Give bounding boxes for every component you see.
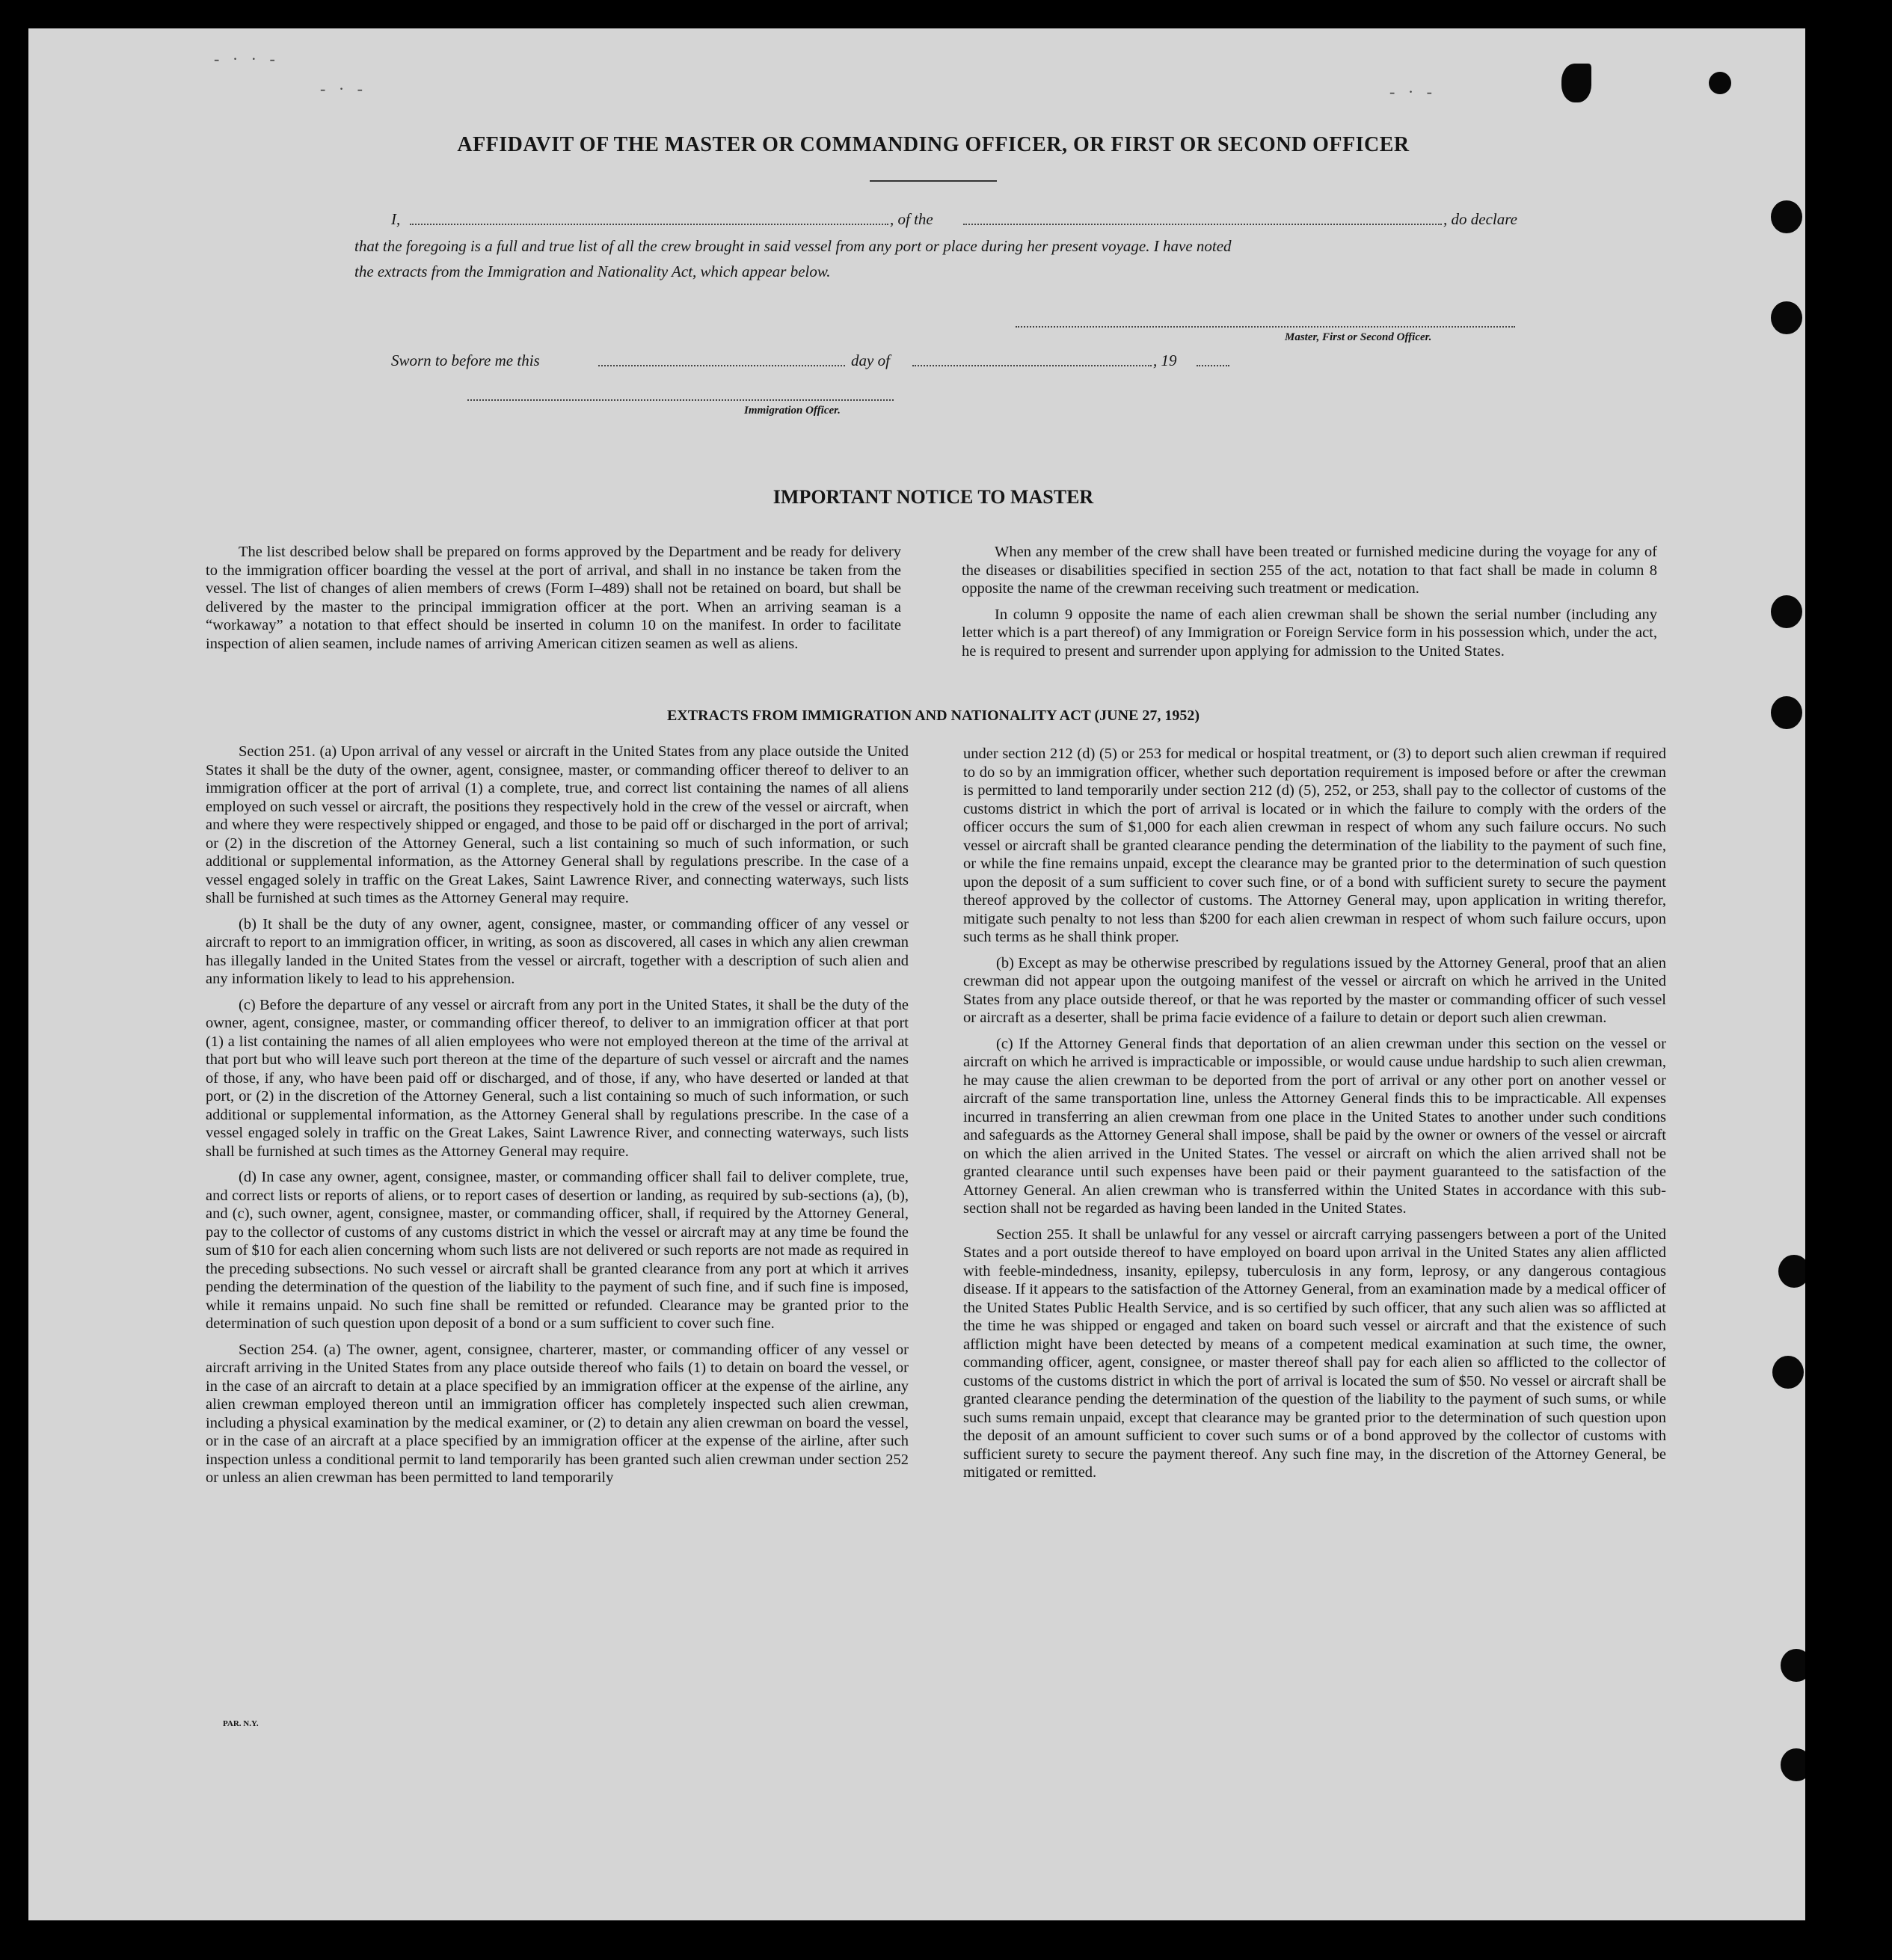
notice-right-column	[962, 543, 1657, 668]
notice-right-paragraph-1: When any member of the crew shall have been treated or furnished medicine during the voyage for any of the diseases or disabilities specified in section 255 of the act, notation to that fact shall be made in column 8 opposite the name of the crewman receiving such treatment or medication.	[962, 544, 1657, 597]
affidavit-declare-label: , do declare	[1443, 210, 1517, 228]
print-specks: - · -	[320, 79, 367, 98]
binder-hole	[1778, 1255, 1805, 1288]
affidavit-i-label: I,	[391, 210, 401, 228]
section-254-b: (b) Except as may be otherwise prescribed by regulations issued by the Attorney General, proof that an alien crewman did not appear upon the outgoing manifest of the vessel or aircraft on which he arrived in the United States from any place outside thereof, or that he was reported by the master or commanding officer of such vessel or aircraft as a deserter, shall be prima facie evidence of a failure to detain or deport such alien crewman.	[963, 954, 1666, 1026]
sworn-label: Sworn to before me this	[391, 351, 540, 369]
affidavit-line-2: that the foregoing is a full and true list of all the crew brought in said vessel from any port or place during her present voyage. I have noted	[354, 237, 1232, 255]
sworn-day-field-line[interactable]	[598, 365, 845, 366]
notice-left-column	[206, 543, 901, 660]
notice-right-paragraph-2: In column 9 opposite the name of each alien crewman shall be shown the serial number (including any letter which is a part thereof) of any Immigration or Foreign Service form in his possession which, under the act, he is required to present and surrender upon applying for admission to the United States.	[962, 606, 1657, 660]
print-specks: - · -	[1389, 82, 1437, 101]
section-254-a: Section 254. (a) The owner, agent, consignee, charterer, master, or commanding officer of any vessel or aircraft arriving in the United States from any place outside thereof who fails (1) to detain on board the vessel, or in the case of an aircraft to detain at a place specified by an immigration officer at the expense of the airline, any alien crewman employed thereon until an immigration officer has completely inspected such alien crewman, including a physical examination by the medical examiner, or (2) to detain any alien crewman on board the vessel, or in the case of an aircraft at a place specified by an immigration officer at the expense of the airline, after such inspection unless a conditional permit to land temporarily has been granted such alien crewman under section 252 or unless an alien crewman has been permitted to land temporarily	[206, 1341, 909, 1486]
printer-mark: PAR. N.Y.	[223, 1719, 259, 1728]
extracts-left-column	[206, 743, 909, 1495]
master-signature-line[interactable]	[1016, 326, 1515, 328]
section-251-b: (b) It shall be the duty of any owner, agent, consignee, master, or commanding officer of any vessel or aircraft to report to an immigration officer, in writing, as soon as discovered, all cases in which any alien crewman has illegally landed in the United States from the vessel or aircraft, together with a description of such alien and any information likely to lead to his apprehension.	[206, 915, 909, 987]
vessel-field-line[interactable]	[963, 224, 1442, 225]
binder-hole	[1771, 200, 1802, 233]
notice-title: IMPORTANT NOTICE TO MASTER	[773, 486, 1094, 508]
officer-signature-line[interactable]	[467, 399, 894, 401]
binder-hole	[1771, 301, 1802, 334]
section-251-d: (d) In case any owner, agent, consignee, master, or commanding officer shall fail to deliver complete, true, and correct lists or reports of aliens, or to report cases of desertion or landing, as required by sub-sections (a), (b), and (c), such owner, agent, consignee, master, or commanding officer, shall, if required by the Attorney General, pay to the collector of customs of any customs district in which the vessel or aircraft may at any time be found the sum of $10 for each alien concerning whom such lists are not delivered or such reports are not made as required in the preceding subsections. No such vessel or aircraft shall be granted clearance from any port at which it arrives pending the determination of the question of the liability to the payment of such fine, and if such fine is imposed, while it remains unpaid. No such fine shall be remitted or refunded. Clearance may be granted prior to the determination of such question upon deposit of a bond or a sum sufficient to cover such fine.	[206, 1169, 909, 1332]
affidavit-line-3: the extracts from the Immigration and Nationality Act, which appear below.	[354, 262, 831, 280]
binder-hole	[1781, 1748, 1805, 1781]
name-field-line[interactable]	[410, 224, 888, 225]
extracts-title: EXTRACTS FROM IMMIGRATION AND NATIONALITY ACT (JUNE 27, 1952)	[666, 707, 1200, 724]
affidavit-title: AFFIDAVIT OF THE MASTER OR COMMANDING OFFICER, OR FIRST OR SECOND OFFICER	[457, 133, 1410, 156]
binder-hole	[1709, 72, 1731, 94]
binder-hole	[1772, 1356, 1804, 1389]
extracts-right-column	[963, 745, 1666, 1490]
section-255: Section 255. It shall be unlawful for any vessel or aircraft carrying passengers between a port of the United States and a port outside thereof to have employed on board upon arrival in the United States any alien afflicted with feeble-mindedness, insanity, epilepsy, tuberculosis in any form, leprosy, or any dangerous contagious disease. If it appears to the satisfaction of the Attorney General, from an examination made by a medical officer of the United States Public Health Service, and is so certified by such officer, that any such alien was so afflicted at the time he was shipped or engaged and taken on board such vessel or aircraft and that the existence of such affliction might have been detected by means of a competent medical examination at such time, the owner, commanding officer, agent, consignee, or master thereof shall pay for each alien so afflicted to the collector of customs of the customs district in which the port of arrival is located the sum of $50. No vessel or aircraft shall be granted clearance pending the determination of the question of the liability to the payment of such sums, or while such sums remain unpaid, except that clearance may be granted prior to the determination of such question upon the deposit of an amount sufficient to cover such sums or of a bond approved by the collector of customs with sufficient surety to secure the payment thereof. Any such fine may, in the discretion of the Attorney General, be mitigated or remitted.	[963, 1226, 1666, 1481]
print-specks: - · · -	[214, 49, 280, 68]
sworn-year-field-line[interactable]	[1197, 365, 1229, 366]
section-254-c: (c) If the Attorney General finds that deportation of an alien crewman under this section on the vessel or aircraft on which he arrived is impracticable or impossible, or would cause undue hardship to such alien crewman, he may cause the alien crewman to be deported from the port of arrival or any other port on another vessel or aircraft of the same transportation line, unless the Attorney General finds this to be impracticable. All expenses incurred in transferring an alien crewman from one place in the United States to another under such conditions and safeguards as the Attorney General shall impose, shall be paid by the owner or owners of the vessel or aircraft on which the alien arrived in the United States. The vessel or aircraft on which the alien arrived shall not be granted clearance until such expenses have been paid or their payment guaranteed to the satisfaction of the Attorney General. An alien crewman who is transferred within the United States in accordance with this sub-section shall not be regarded as having been landed in the United States.	[963, 1035, 1666, 1217]
section-251-a: Section 251. (a) Upon arrival of any vessel or aircraft in the United States from any place outside the United States it shall be the duty of the owner, agent, consignee, master, or commanding officer thereof to deliver to an immigration officer at the port of arrival (1) a complete, true, and correct list containing the names of all aliens employed on such vessel or aircraft, the positions they respectively hold in the crew of the vessel or aircraft, when and where they were respectively shipped or engaged, and those to be paid off or discharged in the port of arrival; or (2) in the discretion of the Attorney General, such a list containing so much of such information, or such additional or supplemental information, as the Attorney General shall by regulations prescribe. In the case of a vessel engaged solely in traffic on the Great Lakes, Saint Lawrence River, and connecting waterways, such lists shall be furnished at such times as the Attorney General may require.	[206, 743, 909, 906]
document-page	[28, 28, 1805, 1920]
binder-hole	[1781, 1649, 1805, 1682]
day-of-label: day of	[851, 351, 890, 369]
title-underline	[870, 180, 997, 182]
sworn-month-field-line[interactable]	[912, 365, 1152, 366]
section-254-a-continued: under section 212 (d) (5) or 253 for medical or hospital treatment, or (3) to deport such alien crewman if required to do so by an immigration officer, whether such deportation requirement is imposed before or after the crewman is permitted to land temporarily under section 212 (d) (5), 252, or 253, shall pay to the collector of customs of the customs district in which the port of arrival is located or in which the failure to comply with the orders of the officer occurs the sum of $1,000 for each alien crewman in respect of whom any such failure occurs. No such vessel or aircraft shall be granted clearance pending the determination of the liability to the payment of such fine, or while the fine remains unpaid, except the clearance may be granted prior to the determination of such question upon the deposit of a sum sufficient to cover such fine, or of a bond with sufficient surety to secure the payment thereof approved by the collector of customs. The Attorney General may, upon application in writing therefor, mitigate such penalty to not less than $200 for each alien crewman in respect of whom such failure occurs, upon such terms as he shall think proper.	[963, 746, 1666, 945]
binder-hole	[1561, 64, 1591, 102]
section-251-c: (c) Before the departure of any vessel or aircraft from any port in the United States, it shall be the duty of the owner, agent, consignee, master, or commanding officer thereof, to deliver to an immigration officer at that port (1) a list containing the names of all alien employees who were not employed thereon at the time of the arrival at that port but who will leave such port thereon at the time of the departure of such vessel or aircraft and the names of those, if any, who have been paid off or discharged, and of those, if any, who have deserted or landed at that port, or (2) in the discretion of the Attorney General, such a list containing so much of such information, or such additional or supplemental information, as the Attorney General shall by regulations prescribe. In the case of a vessel engaged solely in traffic on the Great Lakes, Saint Lawrence River, and connecting waterways, such lists shall be furnished at such times as the Attorney General may require.	[206, 996, 909, 1160]
master-signature-label: Master, First or Second Officer.	[1285, 331, 1432, 343]
affidavit-of-the-label: , of the	[890, 210, 933, 228]
year-label: , 19	[1153, 351, 1177, 369]
officer-signature-label: Immigration Officer.	[744, 405, 841, 417]
binder-hole	[1771, 595, 1802, 628]
notice-left-paragraph: The list described below shall be prepared on forms approved by the Department and be ready for delivery to the immigration officer boarding the vessel at the port of arrival, and shall in no instance be taken from the vessel. The list of changes of alien members of crews (Form I–489) shall not be retained on board, but shall be delivered by the master to the principal immigration officer at the port. When an arriving seaman is a “workaway” a notation to that effect should be inserted in column 10 on the manifest. In order to facilitate inspection of alien seamen, include names of arriving American citizen seamen as well as aliens.	[206, 544, 901, 652]
